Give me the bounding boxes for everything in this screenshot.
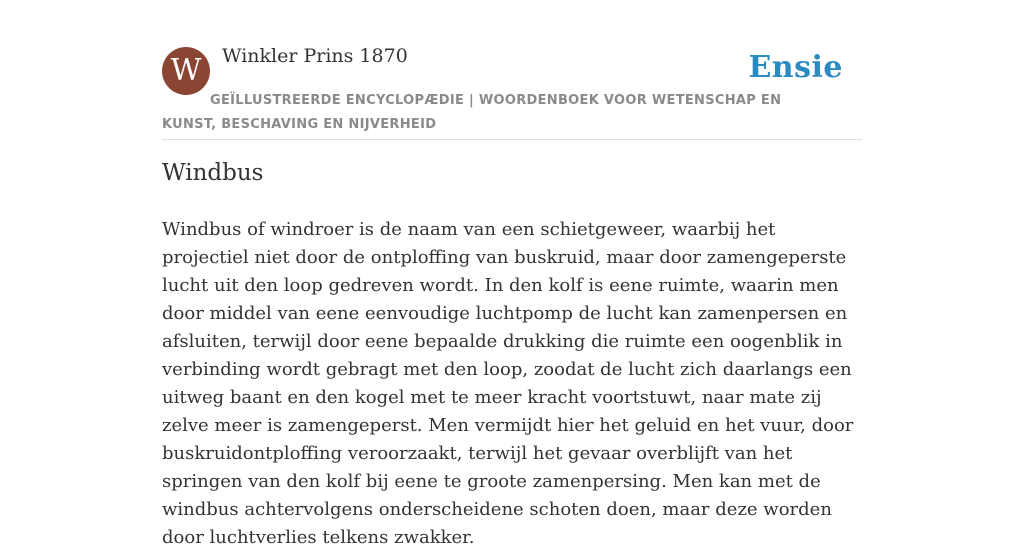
header-divider bbox=[162, 139, 862, 140]
entry-title: Windbus bbox=[162, 160, 264, 186]
source-title[interactable]: Winkler Prins 1870 bbox=[222, 45, 408, 67]
entry-body: Windbus of windroer is de naam van een schietgeweer, waarbij het projectiel niet door de ontploffing van buskruid, maar door zamengeperste lucht uit den loop gedreven wordt. In den kolf is eene ruimte, waarin men door middel van eene eenvoudige luchtpomp de lucht kan zamenpersen en afsluiten, terwijl door eene bepaalde drukking die ruimte een oogenblik in verbinding wordt gebragt met den loop, zoodat de lucht zich daarlangs een uitweg baant en den kogel met te meer kracht voortstuwt, naar mate zij zelve meer is zamengeperst. Men vermijdt hier het geluid en het vuur, door buskruidontploffing veroorzaakt, terwijl het gevaar overblijft van het springen van den kolf bij eene te groote zamenpersing. Men kan met de windbus achtervolgens onderscheidene schoten doen, maar deze worden door luchtverlies telkens zwakker. bbox=[162, 219, 854, 548]
source-subtitle: GEÏLLUSTREERDE ENCYCLOPÆDIE | WOORDENBOEK VOOR WETENSCHAP EN KUNST, BESCHAVING EN NIJVERHEID bbox=[162, 93, 782, 132]
source-avatar[interactable]: W bbox=[162, 47, 210, 95]
ensie-logo-link[interactable]: Ensie bbox=[748, 50, 843, 85]
